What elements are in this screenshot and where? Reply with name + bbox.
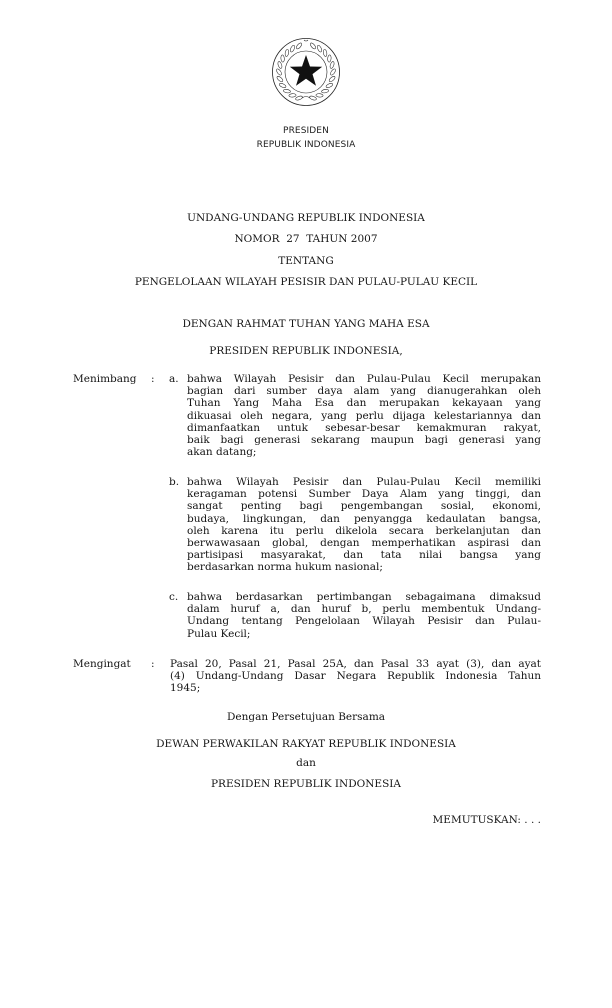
text-line: berdasarkan norma hukum nasional; (187, 561, 383, 574)
preamble-invocation: DENGAN RAHMAT TUHAN YANG MAHA ESA (182, 318, 430, 330)
closing-presiden: PRESIDEN REPUBLIK INDONESIA (210, 778, 402, 790)
presidential-seal-icon (271, 37, 341, 107)
text-line: partisipasi masyarakat, dan tata nilai bangsa yang (187, 549, 541, 562)
title-tentang: TENTANG (278, 255, 334, 267)
preamble-enactor: PRESIDEN REPUBLIK INDONESIA, (209, 345, 403, 357)
text-line: budaya, lingkungan, dan penyangga kedaulatan bangsa, (187, 512, 541, 525)
menimbang-colon: : (151, 373, 155, 385)
menimbang-item-a (187, 373, 541, 458)
text-line: sangat penting bagi pengembangan sosial, ekonomi, (187, 500, 541, 513)
item-marker: c. (169, 591, 179, 603)
text-line: oleh karena itu perlu dikelola secara berkelanjutan dan (187, 524, 541, 537)
text-line: Pasal 20, Pasal 21, Pasal 25A, dan Pasal 33 ayat (3), dan ayat (170, 658, 541, 670)
menimbang-label: Menimbang (73, 373, 137, 385)
header-presiden: PRESIDEN (283, 126, 329, 136)
closing-persetujuan: Dengan Persetujuan Bersama (226, 711, 386, 723)
mengingat-colon: : (151, 658, 155, 670)
menimbang-item-c (187, 591, 541, 640)
text-line: 1945; (170, 682, 201, 695)
mengingat-label: Mengingat (73, 658, 131, 670)
text-line: dalam huruf a, dan huruf b, perlu membentuk Undang- (187, 603, 541, 616)
text-line: dikuasai oleh negara, yang perlu dijaga kelestariannya dan (187, 409, 541, 422)
title-number: NOMOR 27 TAHUN 2007 (234, 233, 378, 245)
item-marker: b. (169, 476, 180, 488)
text-line: bahwa Wilayah Pesisir dan Pulau-Pulau Kecil merupakan (187, 373, 541, 385)
mengingat-text (170, 658, 541, 695)
title-law-type: UNDANG-UNDANG REPUBLIK INDONESIA (187, 212, 425, 224)
text-line: Tuhan Yang Maha Esa dan merupakan kekayaan yang (187, 397, 541, 410)
continuation-marker: MEMUTUSKAN: . . . (432, 814, 541, 826)
text-line: keragaman potensi Sumber Daya Alam yang tinggi, dan (187, 488, 541, 501)
title-subject: PENGELOLAAN WILAYAH PESISIR DAN PULAU-PULAU KECIL (134, 276, 478, 288)
text-line: (4) Undang-Undang Dasar Negara Republik Indonesia Tahun (170, 670, 541, 683)
text-line: bagian dari sumber daya alam yang dianugerahkan oleh (187, 385, 541, 398)
text-line: baik bagi generasi sekarang maupun bagi generasi yang (187, 433, 541, 446)
item-marker: a. (169, 373, 179, 385)
text-line: bahwa Wilayah Pesisir dan Pulau-Pulau Kecil memiliki (187, 476, 541, 488)
text-line: Pulau Kecil; (187, 627, 251, 640)
menimbang-item-b (187, 476, 541, 574)
text-line: Undang tentang Pengelolaan Wilayah Pesisir dan Pulau- (187, 615, 541, 628)
text-line: bahwa berdasarkan pertimbangan sebagaimana dimaksud (187, 591, 541, 603)
text-line: berwawasaan global, dengan memperhatikan aspirasi dan (187, 536, 541, 549)
closing-dpr: DEWAN PERWAKILAN RAKYAT REPUBLIK INDONESIA (156, 738, 456, 750)
text-line: dimanfaatkan untuk sebesar-besar kemakmuran rakyat, (187, 421, 541, 434)
closing-conjunction: dan (296, 757, 316, 769)
header-republik-indonesia: REPUBLIK INDONESIA (256, 140, 356, 150)
text-line: akan datang; (187, 446, 257, 459)
